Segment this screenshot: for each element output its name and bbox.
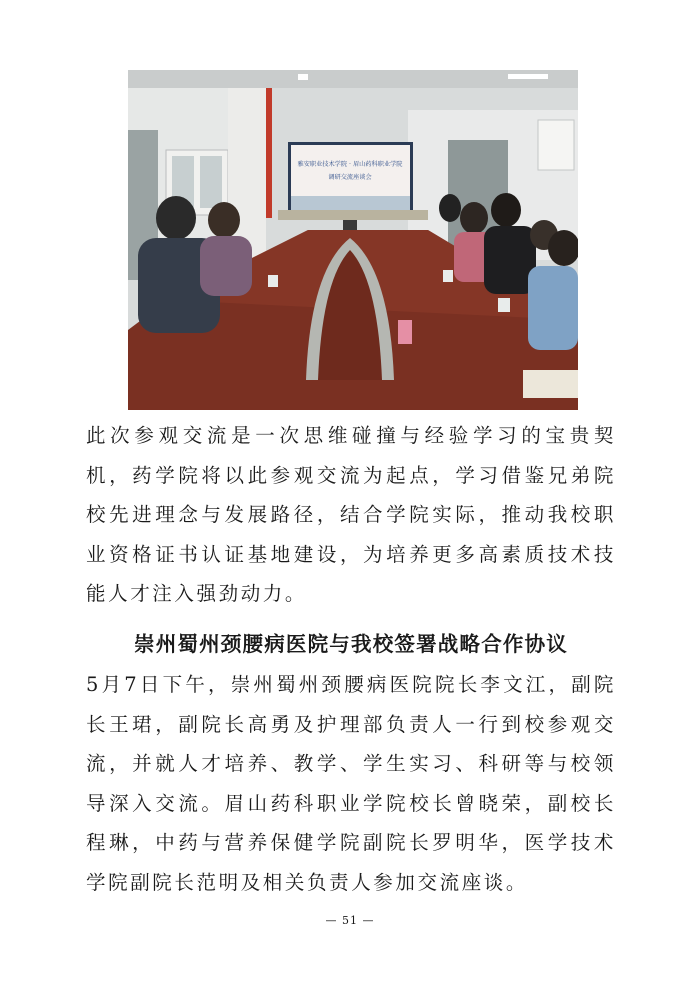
paragraph-exchange-summary: 此次参观交流是一次思维碰撞与经验学习的宝贵契机，药学院将以此参观交流为起点，学习借鉴兄弟院校先进理念与发展路径，结合学院实际，推动我校职业资格证书认证基地建设，为培养更多高素质技术技能人才注入强劲动力。: [86, 424, 616, 605]
screen-title-text: 雅安职业技术学院 · 眉山药科职业学院: [297, 161, 403, 168]
screen-subtitle-text: 调研交流座谈会: [328, 174, 372, 181]
section-heading: 崇州蜀州颈腰病医院与我校签署战略合作协议: [134, 632, 568, 656]
meeting-photo: [128, 70, 578, 410]
paragraph-cooperation-visit: 5月7日下午，崇州蜀州颈腰病医院院长李文江，副院长王珺，副院长高勇及护理部负责人一行到校参观交流，并就人才培养、教学、学生实习、科研等与校领导深入交流。眉山药科职业学院校长曾晓荣，副校长程琳，中药与营养保健学院副院长罗明华，医学技术学院副院长范明及相关负责人参加交流座谈。: [86, 673, 616, 894]
page-number: — 51 —: [325, 914, 375, 927]
